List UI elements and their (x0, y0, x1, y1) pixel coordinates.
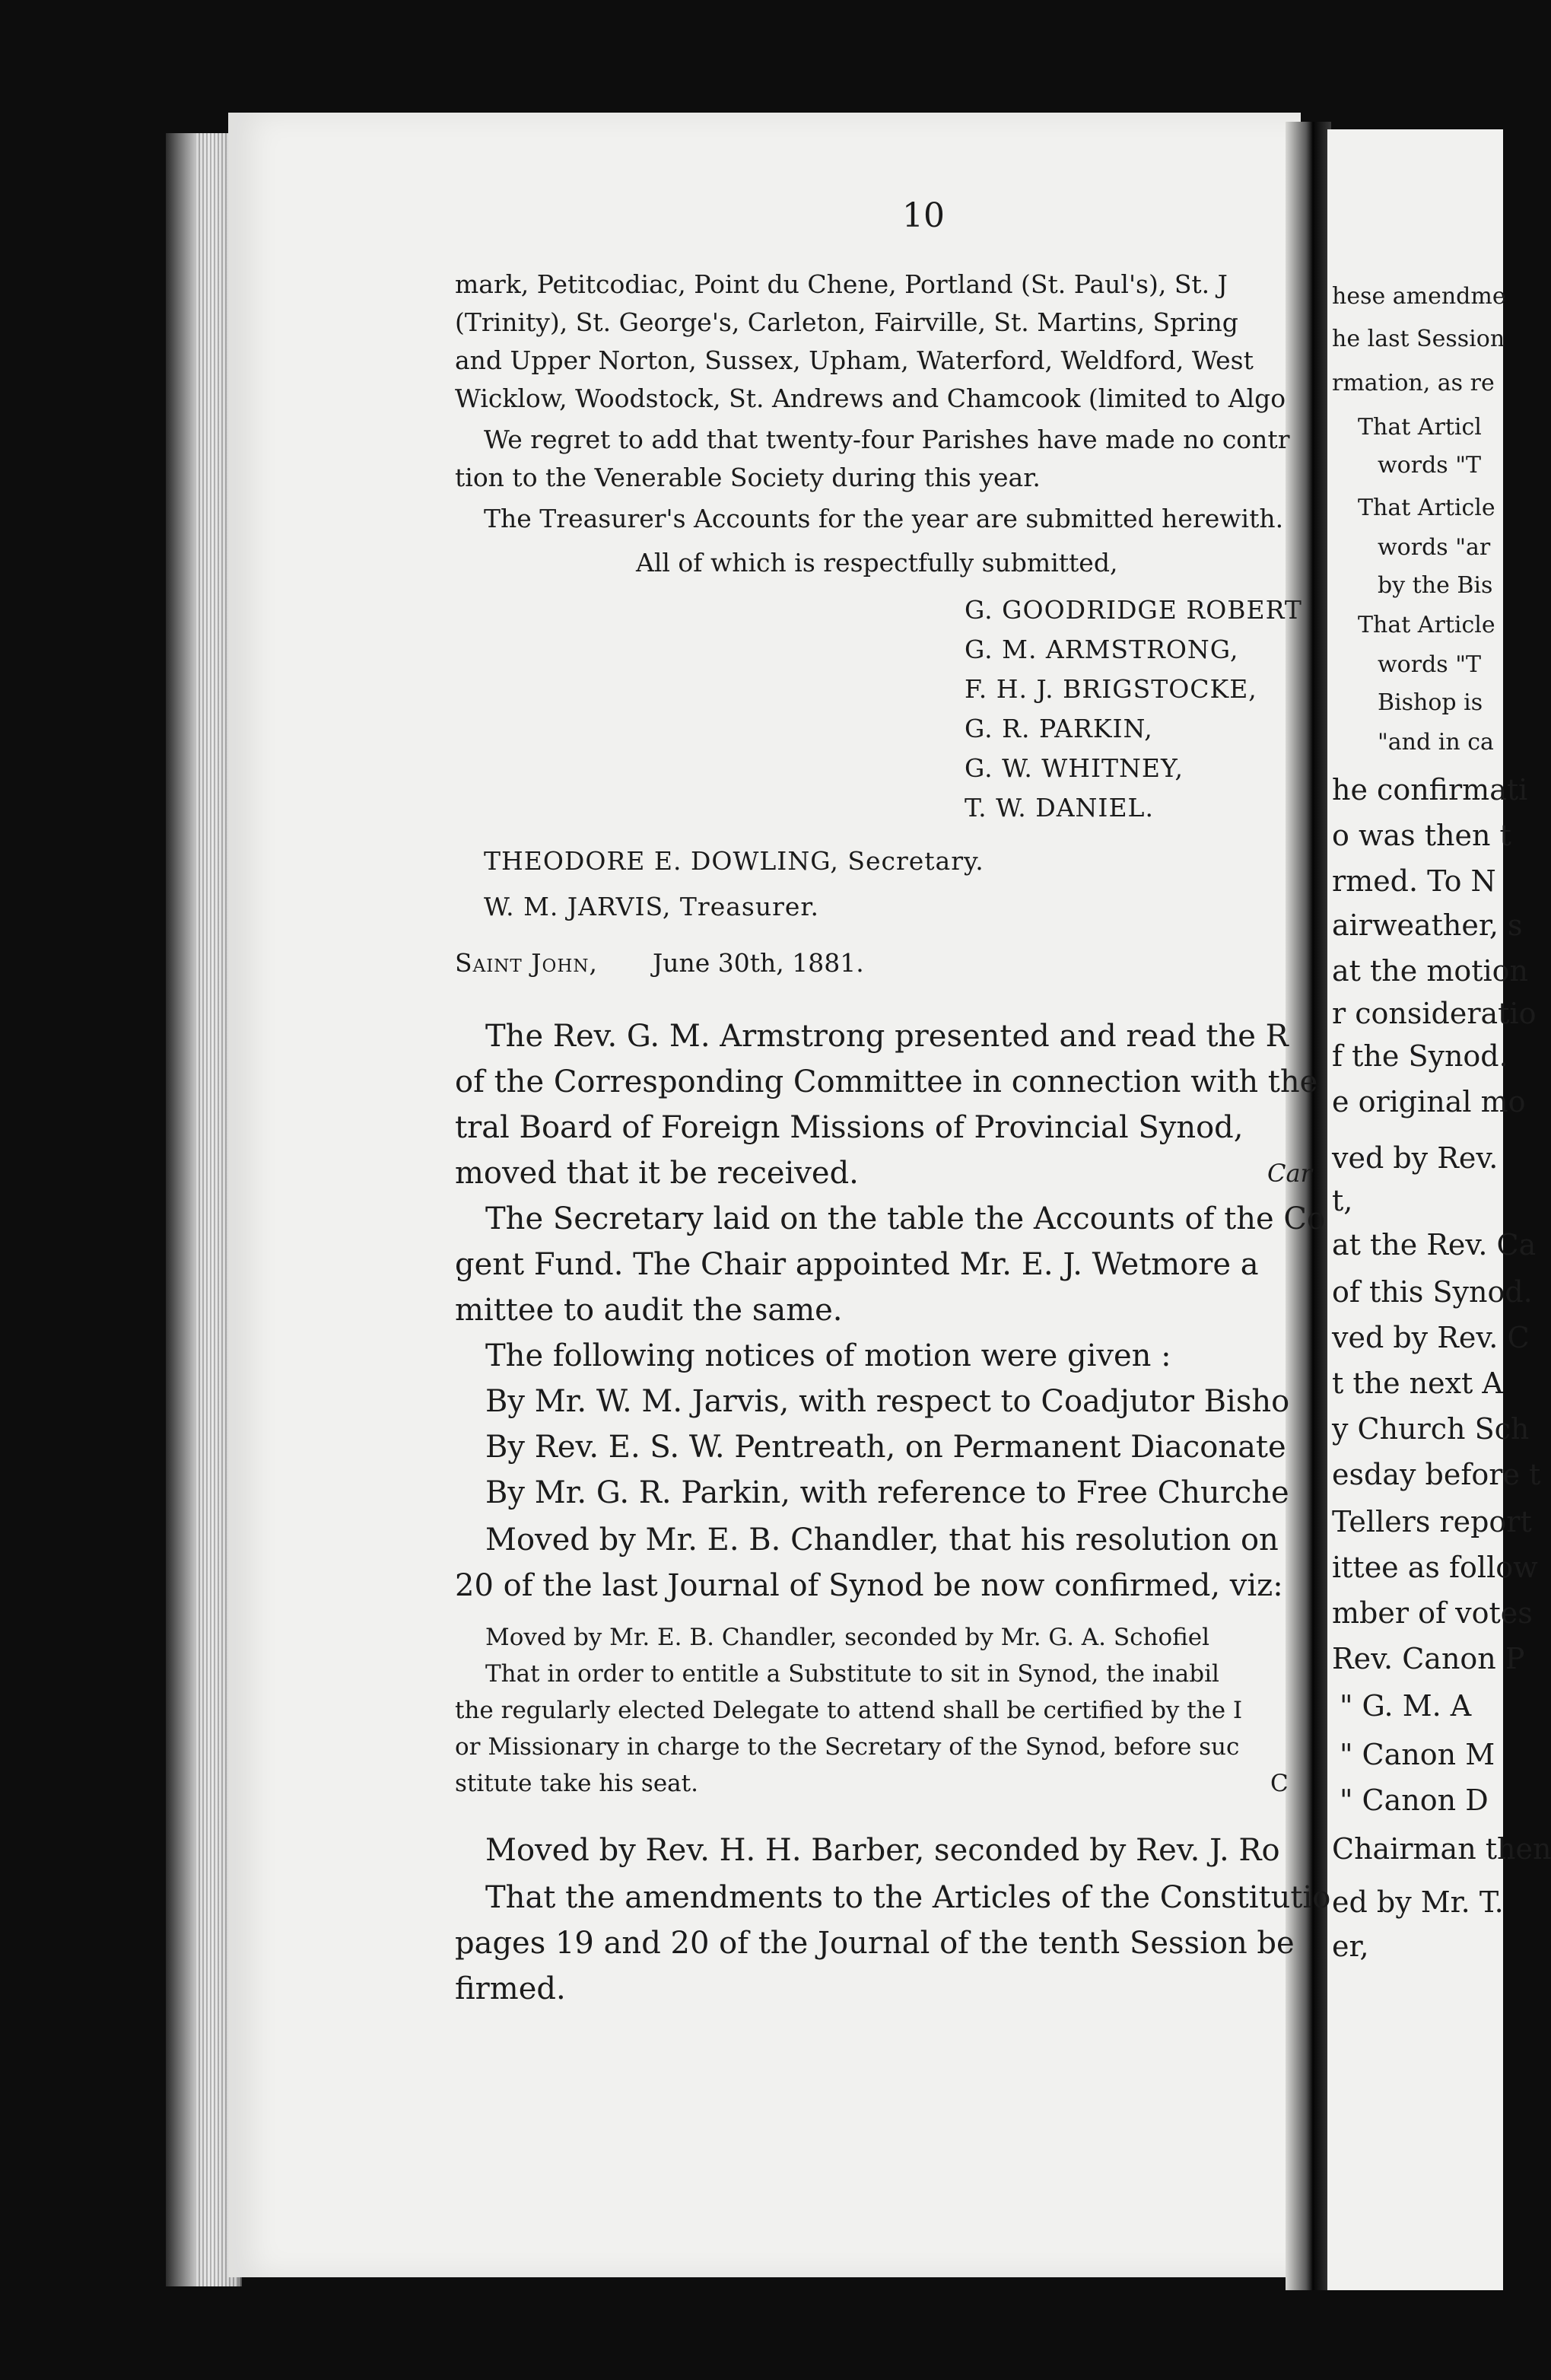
right-page-line: r consideratio (1332, 997, 1537, 1030)
right-page-line: by the Bis (1378, 572, 1493, 599)
signatory: G. M. ARMSTRONG, (965, 635, 1239, 664)
right-page-line: o was then t (1332, 819, 1511, 852)
treasurer-line: W. M. JARVIS, Treasurer. (484, 892, 820, 921)
right-page (1327, 129, 1551, 2290)
right-page-line: " Canon D (1340, 1783, 1489, 1817)
right-page-line: Bishop is (1378, 689, 1483, 716)
right-page-line: words "T (1378, 452, 1482, 479)
para2-line: We regret to add that twenty-four Parishes have made no contr (484, 425, 1290, 454)
right-page-line: That Articl (1358, 414, 1482, 441)
quote-margin-fragment: C (1270, 1770, 1289, 1797)
signatory: F. H. J. BRIGSTOCKE, (965, 674, 1257, 704)
para9-line: pages 19 and 20 of the Journal of the tenth Session be (455, 1926, 1295, 1961)
right-page-line: Chairman then (1332, 1832, 1551, 1866)
right-page-line: er, (1332, 1930, 1369, 1963)
dateline-date: June 30th, 1881. (653, 948, 864, 978)
right-page-line: f the Synod. (1332, 1039, 1508, 1073)
page-number: 10 (902, 196, 945, 235)
para5-line: gent Fund. The Chair appointed Mr. E. J. Wetmore a (455, 1247, 1259, 1282)
notices-intro: The following notices of motion were given : (485, 1338, 1171, 1373)
para1-line: (Trinity), St. George's, Carleton, Fairville, St. Martins, Spring (455, 307, 1238, 337)
right-page-line: "and in ca (1378, 729, 1494, 756)
para9-line: That the amendments to the Articles of the Constitutio (485, 1880, 1331, 1915)
right-page-line: ittee as follow (1332, 1551, 1538, 1584)
notice-line: By Rev. E. S. W. Pentreath, on Permanent Diaconate (485, 1430, 1286, 1465)
para5-line: mittee to audit the same. (455, 1293, 843, 1328)
para2-line: tion to the Venerable Society during this year. (455, 463, 1041, 492)
right-page-line: e original mo (1332, 1085, 1526, 1118)
right-page-line: t, (1332, 1184, 1353, 1217)
right-page-line: y Church Sch (1332, 1412, 1530, 1446)
notice-line: By Mr. W. M. Jarvis, with respect to Coadjutor Bisho (485, 1384, 1290, 1419)
para4-line: The Rev. G. M. Armstrong presented and read the R (485, 1019, 1289, 1054)
right-page-line: " G. M. A (1340, 1689, 1472, 1723)
para5-line: The Secretary laid on the table the Accounts of the Co (485, 1201, 1326, 1236)
right-page-line: Tellers report (1332, 1505, 1532, 1538)
right-page-line: Rev. Canon P (1332, 1642, 1525, 1675)
dateline-place: Saint John, (455, 948, 599, 978)
para4-margin-fragment: Car (1267, 1159, 1312, 1188)
right-page-line: airweather, s (1332, 908, 1523, 942)
signatory: G. GOODRIDGE ROBERT (965, 595, 1302, 625)
para1-line: mark, Petitcodiac, Point du Chene, Portland (St. Paul's), St. J (455, 269, 1228, 299)
para1-line: and Upper Norton, Sussex, Upham, Waterford, Weldford, West (455, 345, 1254, 375)
right-page-line: esday before t (1332, 1458, 1541, 1491)
closing-line: All of which is respectfully submitted, (636, 548, 1118, 578)
para8-line: Moved by Rev. H. H. Barber, seconded by Rev. J. Ro (485, 1833, 1280, 1868)
right-page-line: ved by Rev. C (1332, 1321, 1530, 1354)
signatory: G. R. PARKIN, (965, 714, 1153, 743)
para4-line: tral Board of Foreign Missions of Provincial Synod, (455, 1110, 1244, 1145)
quote-line: stitute take his seat. (455, 1770, 698, 1797)
notice-line: By Mr. G. R. Parkin, with reference to Free Churche (485, 1475, 1289, 1510)
right-page-line: rmation, as re (1332, 370, 1495, 396)
right-page-line: That Article (1358, 612, 1495, 638)
para1-line: Wicklow, Woodstock, St. Andrews and Chamcook (limited to Algo (455, 383, 1286, 413)
quote-line: or Missionary in charge to the Secretary of the Synod, before suc (455, 1733, 1240, 1761)
right-page-line: hese amendme (1332, 283, 1506, 310)
right-page-line: of this Synod. (1332, 1275, 1533, 1309)
right-page-line: t the next A (1332, 1367, 1503, 1400)
right-page-line: " Canon M (1340, 1738, 1495, 1771)
right-page-line: words "ar (1378, 534, 1491, 561)
signatory: G. W. WHITNEY, (965, 753, 1184, 783)
right-page-line: at the Rev. Ca (1332, 1228, 1537, 1262)
right-page-line: words "T (1378, 651, 1482, 678)
right-page-line: ed by Mr. T. (1332, 1885, 1504, 1919)
quote-line: the regularly elected Delegate to attend shall be certified by the I (455, 1697, 1243, 1724)
secretary-line: THEODORE E. DOWLING, Secretary. (484, 846, 984, 876)
signatory: T. W. DANIEL. (965, 793, 1154, 822)
right-page-line: he last Session (1332, 326, 1505, 352)
quote-line: That in order to entitle a Substitute to sit in Synod, the inabil (485, 1660, 1219, 1688)
quote-line: Moved by Mr. E. B. Chandler, seconded by Mr. G. A. Schofiel (485, 1624, 1210, 1651)
para4-line: of the Corresponding Committee in connection with the (455, 1064, 1318, 1099)
right-page-line: at the motion (1332, 954, 1529, 988)
right-page-line: That Article (1358, 495, 1495, 521)
para4-line: moved that it be received. (455, 1156, 859, 1191)
para7-line: Moved by Mr. E. B. Chandler, that his resolution on (485, 1522, 1279, 1558)
para9-line: firmed. (455, 1971, 566, 2006)
right-page-line: ved by Rev. (1332, 1141, 1499, 1175)
right-page-line: he confirmati (1332, 773, 1528, 807)
right-page-line: mber of votes (1332, 1596, 1533, 1630)
right-page-line: rmed. To N (1332, 864, 1496, 898)
treasurer-accounts-line: The Treasurer's Accounts for the year are submitted herewith. (484, 504, 1284, 533)
para7-line: 20 of the last Journal of Synod be now confirmed, viz: (455, 1568, 1283, 1603)
